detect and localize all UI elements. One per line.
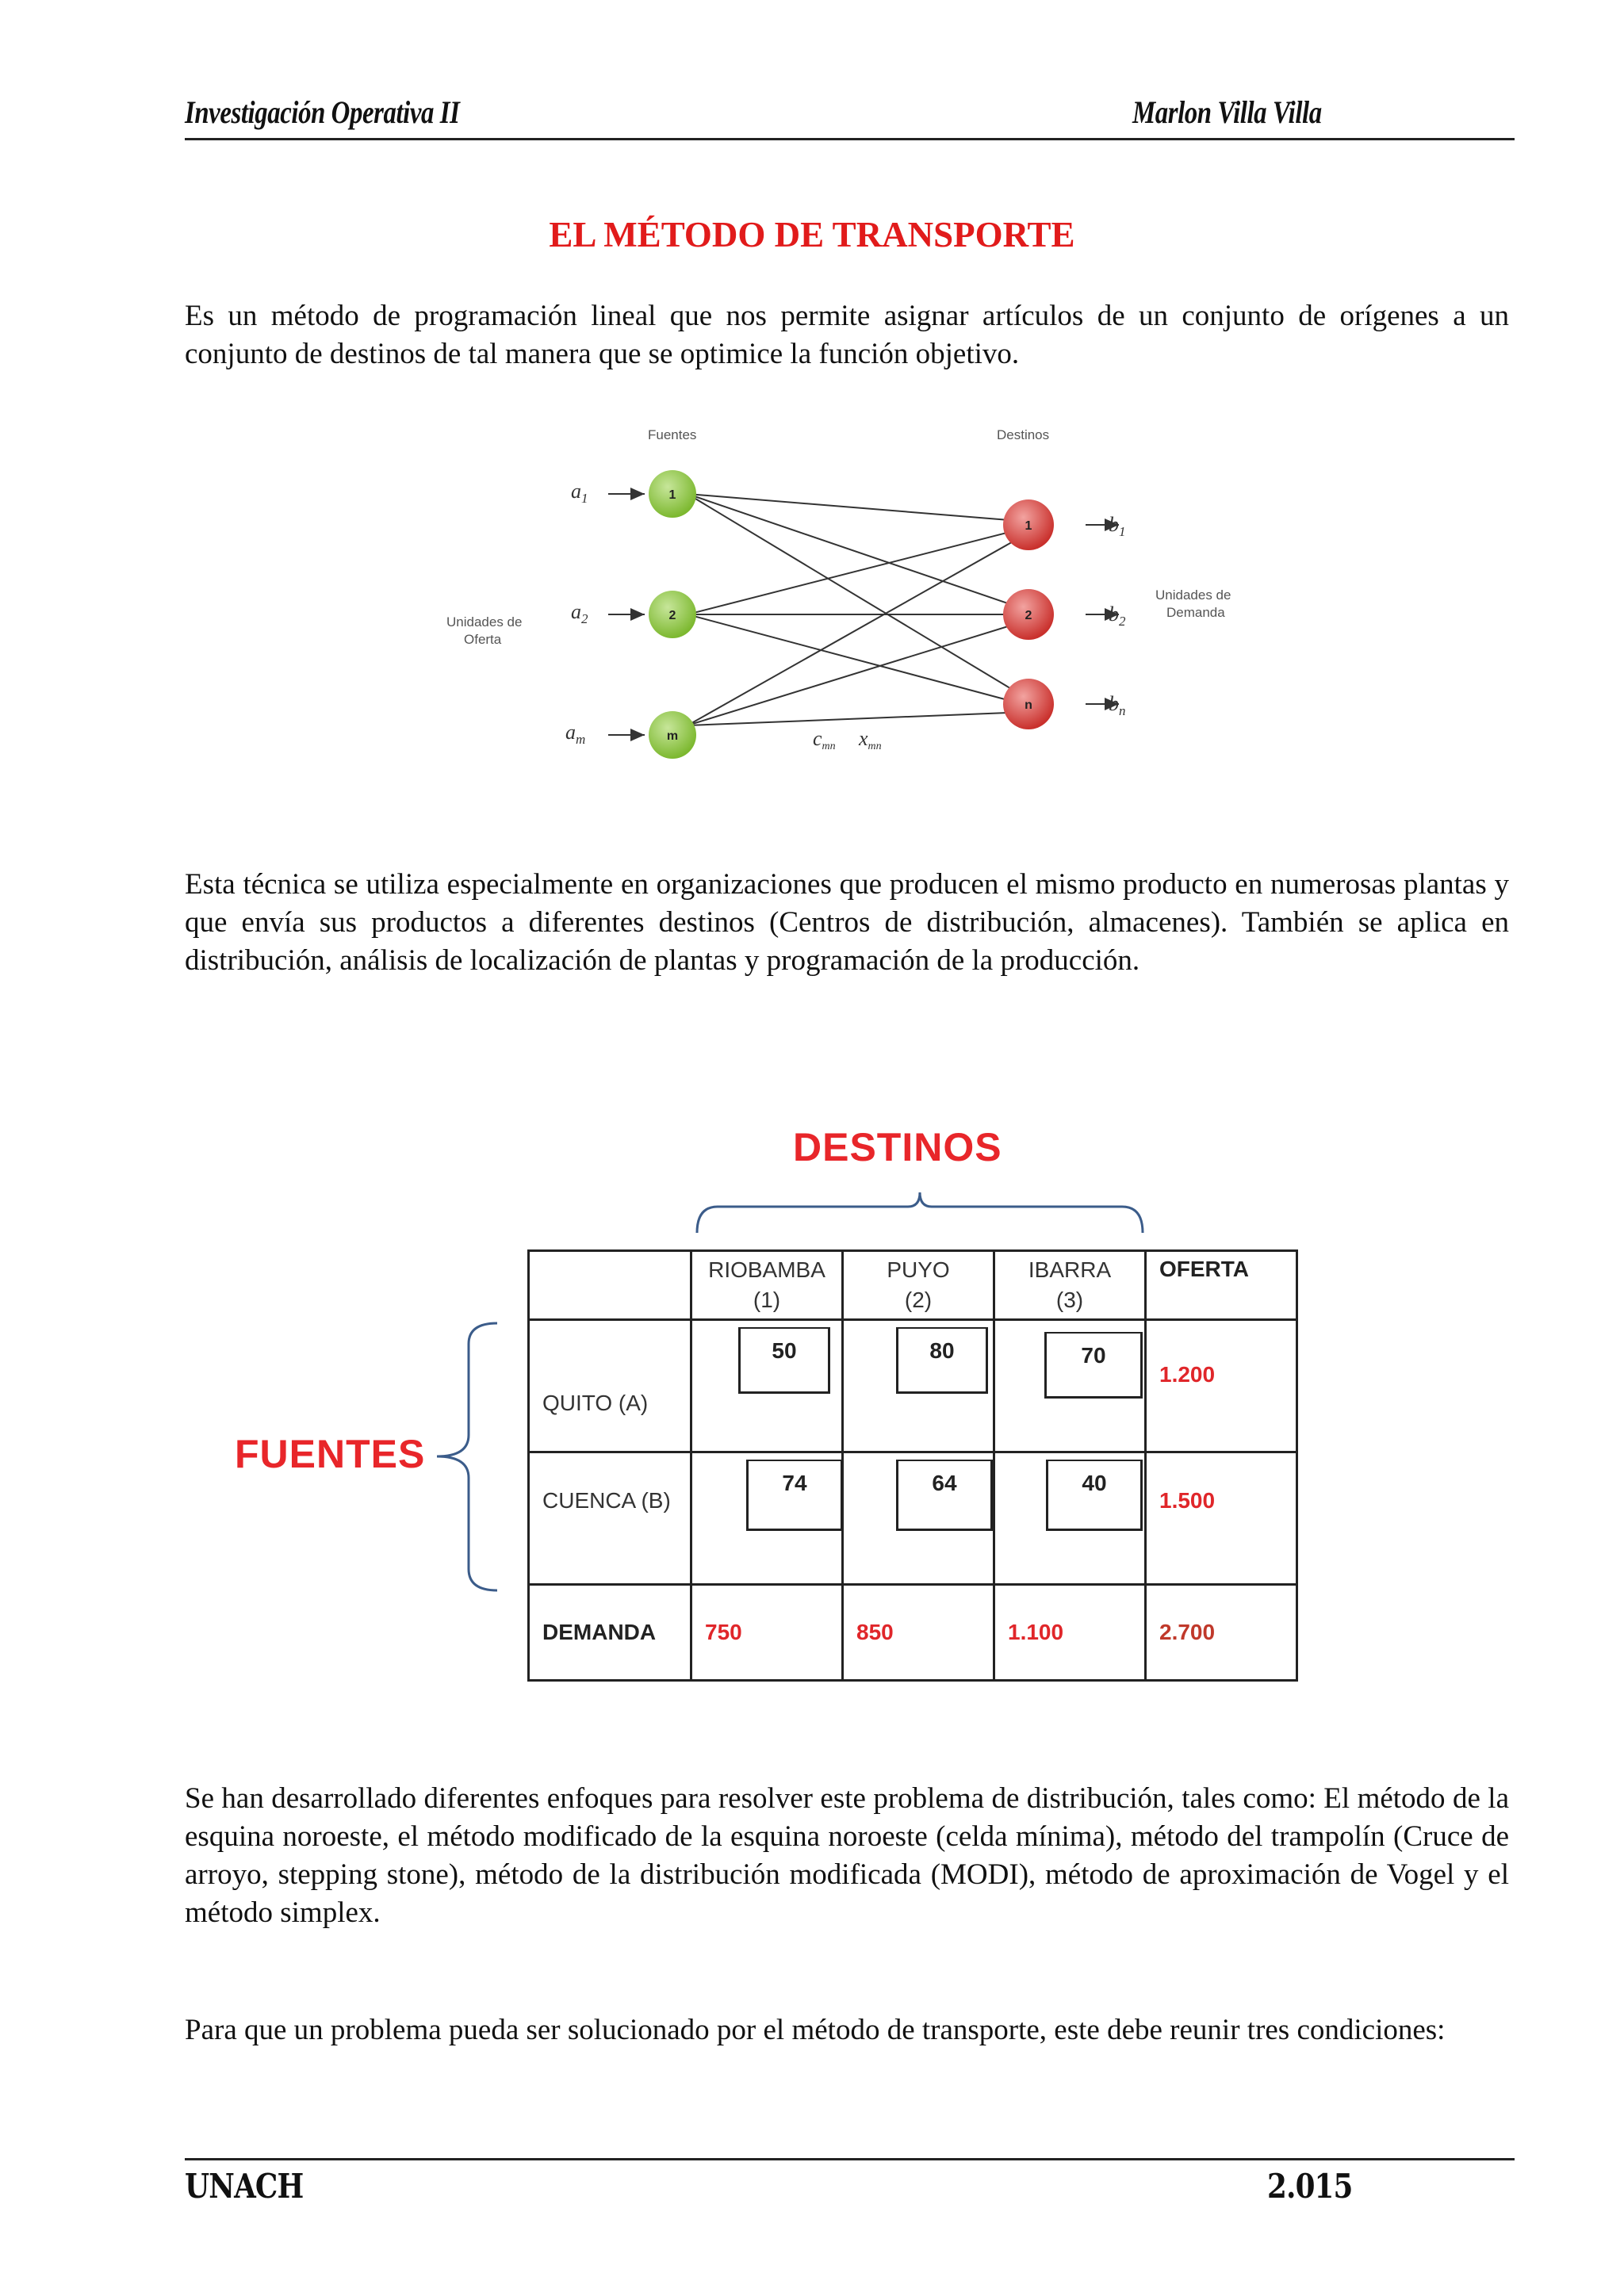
destinos-brace: [694, 1189, 1146, 1237]
sources-label: Fuentes: [648, 427, 697, 442]
supply-var-am: $a_m$: [565, 721, 586, 747]
cell-b-3: [994, 1452, 1146, 1585]
paragraph-conditions: Para que un problema pueda ser solucionado por el método de transporte, este debe reunir tres condiciones:: [185, 2014, 1446, 2046]
dest-header-1: [691, 1251, 843, 1320]
demand-cell-3: [994, 1585, 1146, 1681]
demand-var-bn: $b_n$: [1109, 692, 1126, 718]
destination-node-n-label: n: [1025, 698, 1032, 712]
supply-b: 1.500: [1159, 1488, 1216, 1513]
demand-units-label-2: Demanda: [1166, 605, 1225, 620]
footer-year: 2.015: [1267, 2167, 1353, 2206]
demand-units-label-1: Unidades de: [1155, 587, 1231, 603]
supply-cell-a: [1146, 1320, 1297, 1452]
cell-a-2: [843, 1320, 994, 1452]
destination-node-2-label: 2: [1025, 609, 1032, 622]
transport-network-diagram: [432, 412, 1273, 769]
fuentes-brace: [432, 1320, 504, 1594]
demand-1: 750: [705, 1620, 742, 1644]
demand-cell-1: [691, 1585, 843, 1681]
dest-name-3: IBARRA: [1028, 1257, 1112, 1282]
edge-1-1: [688, 494, 1028, 522]
cost-b-1: 74: [746, 1460, 843, 1531]
dest-index-2: (2): [904, 1288, 933, 1312]
source-cell-a: [529, 1320, 691, 1452]
destinos-heading: DESTINOS: [793, 1125, 1002, 1169]
demand-cell-2: [843, 1585, 994, 1681]
source-node-1-label: 1: [668, 488, 676, 502]
footer-institution: UNACH: [185, 2167, 304, 2206]
total-cell: [1146, 1585, 1297, 1681]
dest-index-3: (3): [1055, 1288, 1084, 1312]
table-row-cuenca: [529, 1452, 1297, 1585]
header-course: Investigación Operativa II: [185, 94, 460, 130]
demand-label: DEMANDA: [542, 1620, 657, 1644]
fuentes-heading: FUENTES: [235, 1432, 426, 1476]
supply-units-label-2: Oferta: [464, 632, 502, 647]
cost-b-2: 64: [896, 1460, 993, 1531]
page-footer: [185, 2158, 1515, 2206]
cell-a-1: [691, 1320, 843, 1452]
cost-b-3: 40: [1046, 1460, 1143, 1531]
table-row-demanda: [529, 1585, 1297, 1681]
demand-2: 850: [856, 1620, 894, 1644]
edge-m-n: [688, 712, 1028, 725]
cost-a-2: 80: [896, 1327, 988, 1394]
flow-var-xmn: xmn: [859, 727, 882, 752]
edge-2-1: [688, 527, 1028, 614]
source-node-2-label: 2: [668, 609, 676, 622]
supply-var-a1: $a_1$: [571, 480, 588, 506]
total-value: 2.700: [1159, 1620, 1216, 1644]
cost-a-1: 50: [738, 1327, 830, 1394]
page-title: EL MÉTODO DE TRANSPORTE: [549, 215, 1075, 254]
paragraph-applications: Esta técnica se utiliza especialmente en organizaciones que producen el mismo producto en numerosas plantas y que envía sus productos a diferentes destinos (Centros de distribución, almacenes). También se aplica en distribución, análisis de localización de plantas y programación de la producción.: [185, 868, 1509, 977]
supply-a: 1.200: [1159, 1362, 1216, 1387]
cost-a-3: 70: [1044, 1332, 1143, 1399]
source-cell-b: [529, 1452, 691, 1585]
edge-1-2: [688, 494, 1028, 610]
dest-name-1: RIOBAMBA: [708, 1257, 825, 1282]
dest-header-3: [994, 1251, 1146, 1320]
supply-var-a2: $a_2$: [571, 600, 588, 626]
cell-b-1: [691, 1452, 843, 1585]
oferta-header: [1146, 1251, 1297, 1320]
table-header-row: [529, 1251, 1297, 1320]
destination-node-1-label: 1: [1025, 519, 1032, 533]
oferta-header-label: OFERTA: [1159, 1257, 1250, 1281]
dest-name-2: PUYO: [887, 1257, 950, 1282]
edge-m-1: [688, 533, 1028, 725]
edge-1-n: [688, 494, 1028, 699]
transport-table: [527, 1249, 1298, 1682]
source-name-b: CUENCA (B): [542, 1488, 671, 1513]
source-node-m-label: m: [666, 729, 679, 743]
cell-a-3: [994, 1320, 1146, 1452]
corner-cell: [529, 1251, 691, 1320]
edge-m-2: [688, 620, 1028, 725]
dest-header-2: [843, 1251, 994, 1320]
demand-label-cell: [529, 1585, 691, 1681]
demand-3: 1.100: [1008, 1620, 1064, 1644]
dest-index-1: (1): [753, 1288, 781, 1312]
table-row-quito: [529, 1320, 1297, 1452]
cell-b-2: [843, 1452, 994, 1585]
paragraph-definition: Es un método de programación lineal que nos permite asignar artículos de un conjunto de orígenes a un conjunto de destinos de tal manera que se optimice la función objetivo.: [185, 300, 1509, 370]
page-header: [185, 94, 1515, 140]
header-author: Marlon Villa Villa: [1132, 94, 1322, 130]
paragraph-methods: Se han desarrollado diferentes enfoques para resolver este problema de distribución, tales como: El método de la esquina noroeste, el método modificado de la esquina noroeste (celda mínima), método del trampolín (Cruce de arroyo, stepping stone), método de la distribución modificada (MODI), método de aproximación de Vogel y el método simplex.: [185, 1782, 1509, 1929]
demand-var-b2: $b_2$: [1109, 603, 1126, 629]
cost-var-cmn: cmn: [813, 727, 836, 752]
destinations-label: Destinos: [997, 427, 1050, 442]
supply-units-label-1: Unidades de: [446, 614, 523, 629]
source-name-a: QUITO (A): [542, 1391, 649, 1415]
edge-2-n: [688, 614, 1028, 706]
demand-var-b1: $b_1$: [1109, 513, 1126, 539]
supply-cell-b: [1146, 1452, 1297, 1585]
